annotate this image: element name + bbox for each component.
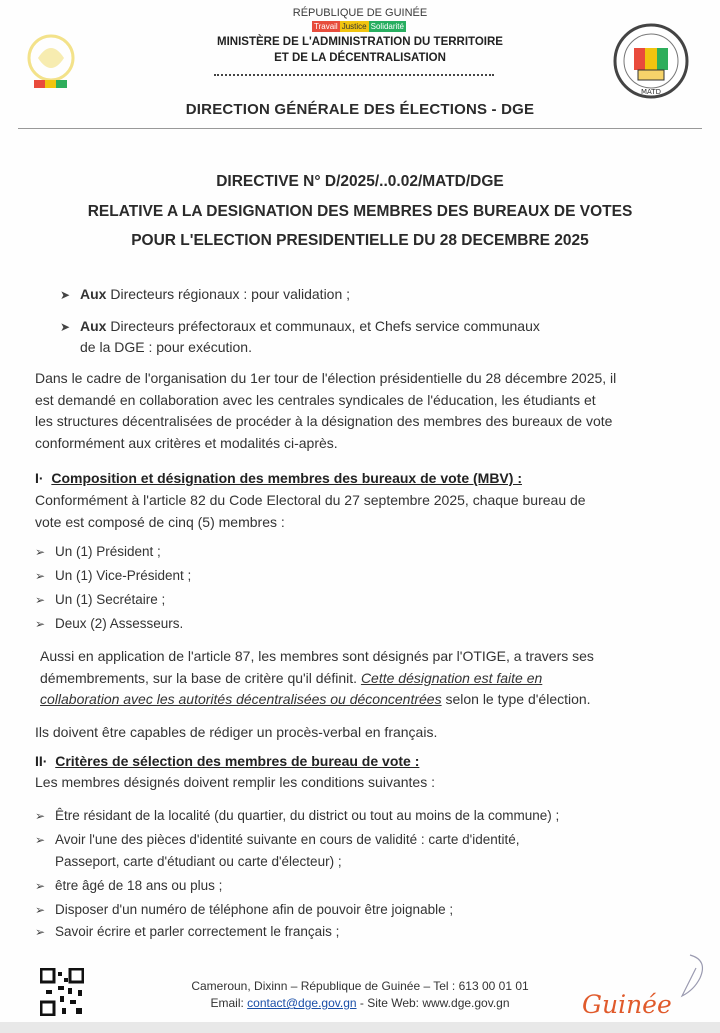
bottom-edge [0,1022,720,1033]
seal-text: MATD [641,88,661,96]
motto-solidarite: Solidarité [370,22,404,31]
footer-contact: Email: contact@dge.gov.gn - Site Web: www.dge.gov.gn [210,996,510,1010]
arrow-bullet-icon: ➢ [35,925,46,939]
dge-seal-icon [612,22,690,100]
member-item: ➢ Deux (2) Assesseurs. [35,613,675,635]
member-item: ➢ Un (1) Secrétaire ; [35,589,675,611]
arrow-bullet-icon: ➢ [35,593,46,607]
recipient-item: ➤ Aux Directeurs régionaux : pour validation ; [60,284,700,306]
criteria-item: ➢ Avoir l'une des pièces d'identité suivante en cours de validité : carte d'identité, [35,829,695,851]
section-1-heading: I· Composition et désignation des membres des bureaux de vote (MBV) : [35,470,522,486]
directive-subject-line-1: RELATIVE A LA DESIGNATION DES MEMBRES DES BUREAUX DE VOTES [87,203,633,220]
arrow-bullet-icon: ➢ [35,545,46,559]
criteria-item: ➢ Être résidant de la localité (du quartier, du district ou tout au moins de la commune) ; [35,805,675,827]
arrow-bullet-icon: ➢ [35,833,46,847]
recipient-item-continuation: de la DGE : pour exécution. [80,339,252,355]
member-item: ➢ Un (1) Président ; [35,541,675,563]
email-link[interactable]: contact@dge.gov.gn [247,996,357,1010]
arrow-bullet-icon: ➢ [35,879,46,893]
national-motto [312,21,406,32]
section-1-body: Conformément à l'article 82 du Code Electoral du 27 septembre 2025, chaque bureau de vote est composé de cinq (5) membres : [35,492,586,530]
arrow-bullet-icon: ➢ [35,809,46,823]
guinee-brand-logo: Guinée [582,990,672,1019]
arrow-bullet-icon: ➢ [35,903,46,917]
ministry-line-1: MINISTÈRE DE L'ADMINISTRATION DU TERRITOIRE [217,36,503,48]
criteria-item: ➢ être âgé de 18 ans ou plus ; [35,875,675,897]
header-rule [18,128,702,129]
member-item: ➢ Un (1) Vice-Président ; [35,565,675,587]
criteria-item: ➢ Disposer d'un numéro de téléphone afin de pouvoir être joignable ; [35,899,675,921]
section-2-intro: Les membres désignés doivent remplir les conditions suivantes : [35,774,435,790]
arrow-bullet-icon: ➢ [35,569,46,583]
arrow-bullet-icon: ➤ [60,288,71,302]
criteria-item: ➢ Savoir écrire et parler correctement le français ; [35,921,675,943]
dotted-divider [214,74,494,76]
directive-subject-line-2: POUR L'ELECTION PRESIDENTIELLE DU 28 DECEMBRE 2025 [131,232,589,249]
motto-travail: Travail [314,22,338,31]
arrow-bullet-icon: ➤ [60,320,71,334]
arrow-bullet-icon: ➢ [35,617,46,631]
dge-heading: DIRECTION GÉNÉRALE DES ÉLECTIONS - DGE [185,101,535,118]
directive-number: DIRECTIVE N° D/2025/..0.02/MATD/DGE [216,173,504,190]
section-1-note: Ils doivent être capables de rédiger un procès-verbal en français. [35,724,438,740]
intro-paragraph: Dans le cadre de l'organisation du 1er tour de l'élection présidentielle du 28 décembre 2025, il est demandé en collaboration avec les centrales syndicales de l'éducation, les étudiants et les structures décentralisées de procéder à la désignation des membres des bureaux de vote conformément aux critères et modalités ci-après. [35,370,617,451]
section-1-paragraph: Aussi en application de l'article 87, les membres sont désignés par l'OTIGE, a travers ses démembrements, sur la base de critère qu'il définit. Cette désignation est faite en collaboration avec les autorités décentralisées ou déconcentrées selon le type d'élection. [40,648,594,707]
section-2-heading: II· Critères de sélection des membres de bureau de vote : [35,753,420,769]
republic-label: RÉPUBLIQUE DE GUINÉE [292,7,428,19]
motto-justice: Justice [341,22,367,31]
ministry-line-2: ET DE LA DÉCENTRALISATION [274,52,446,64]
recipient-item: ➤ Aux Directeurs préfectoraux et communaux, et Chefs service communaux [60,316,680,338]
criteria-item-continuation: Passeport, carte d'étudiant ou carte d'électeur) ; [55,854,342,869]
footer-address: Cameroun, Dixinn – République de Guinée – Tel : 613 00 01 01 [191,979,529,993]
